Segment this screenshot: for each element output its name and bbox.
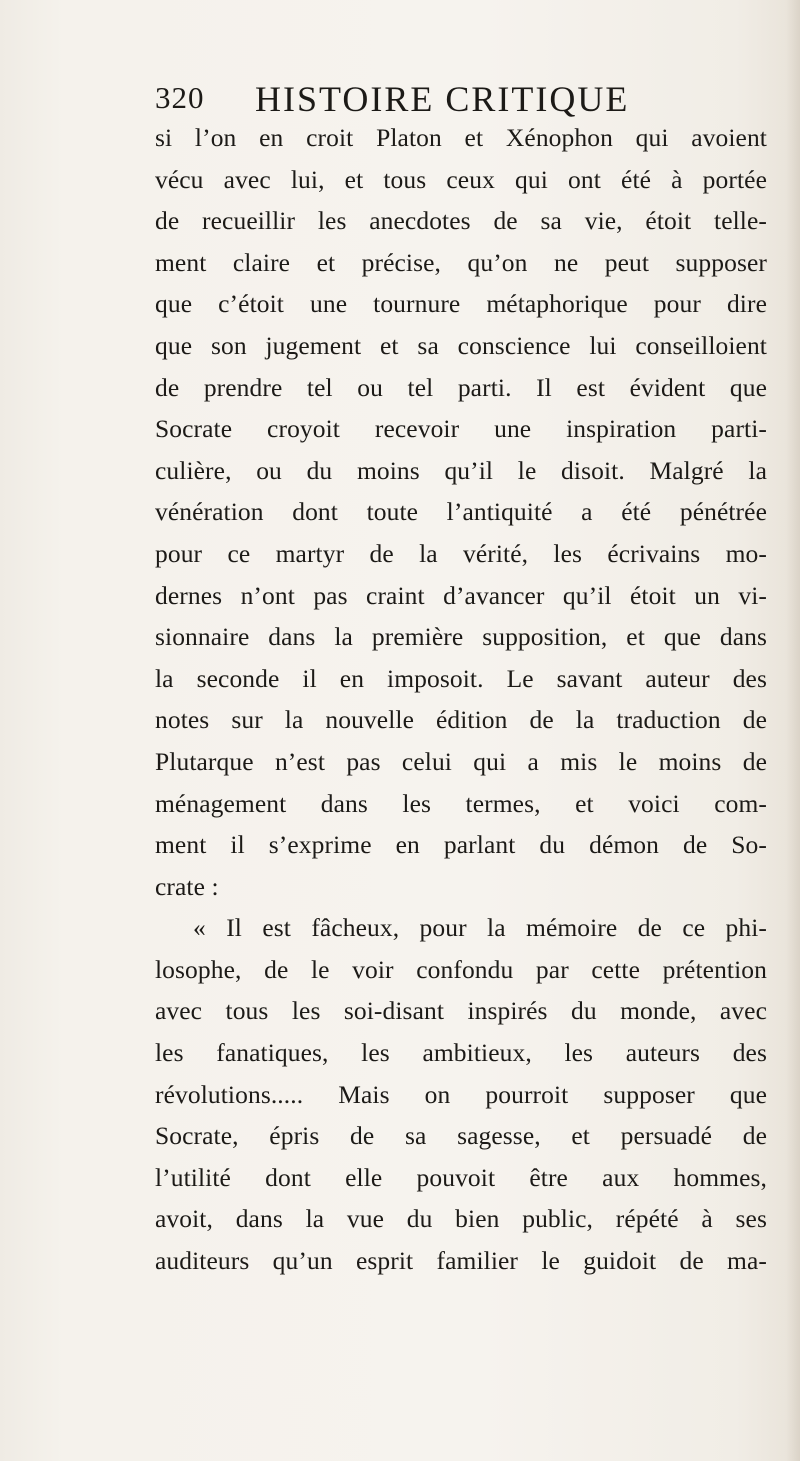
text-line: de prendre tel ou tel parti. Il est évident que bbox=[155, 372, 767, 402]
quote-line: avoit, dans la vue du bien public, répété à ses bbox=[155, 1204, 767, 1234]
text-line: dernes n’ont pas craint d’avancer qu’il étoit un vi- bbox=[155, 580, 767, 610]
text-line: que c’étoit une tournure métaphorique pour dire bbox=[155, 289, 767, 319]
text-line: la seconde il en imposoit. Le savant auteur des bbox=[155, 663, 767, 693]
text-line: si l’on en croit Platon et Xénophon qui avoient bbox=[155, 123, 767, 152]
quote-line: « Il est fâcheux, pour la mémoire de ce phi- bbox=[193, 913, 767, 943]
running-title: HISTOIRE CRITIQUE bbox=[255, 79, 630, 119]
page-number: 320 bbox=[155, 80, 205, 115]
quote-line: auditeurs qu’un esprit familier le guidoit de ma- bbox=[155, 1246, 767, 1276]
text-line: crate : bbox=[155, 871, 219, 901]
page-edge-shadow bbox=[786, 0, 800, 1461]
quote-line: avec tous les soi-disant inspirés du monde, avec bbox=[155, 996, 767, 1026]
page-header bbox=[155, 78, 675, 122]
text-line: de recueillir les anecdotes de sa vie, étoit telle- bbox=[155, 206, 767, 236]
text-line: ménagement dans les termes, et voici com- bbox=[155, 788, 767, 818]
quote-line: losophe, de le voir confondu par cette prétention bbox=[155, 954, 767, 984]
text-line: notes sur la nouvelle édition de la traduction de bbox=[155, 705, 767, 735]
quote-line: révolutions..... Mais on pourroit supposer que bbox=[155, 1079, 767, 1109]
text-line: sionnaire dans la première supposition, et que dans bbox=[155, 622, 767, 652]
text-line: vécu avec lui, et tous ceux qui ont été à portée bbox=[155, 164, 767, 194]
text-line: culière, ou du moins qu’il le disoit. Malgré la bbox=[155, 455, 767, 485]
text-line: ment claire et précise, qu’on ne peut supposer bbox=[155, 247, 767, 277]
text-line: Plutarque n’est pas celui qui a mis le moins de bbox=[155, 746, 767, 776]
body-text bbox=[155, 117, 767, 1282]
text-line: vénération dont toute l’antiquité a été pénétrée bbox=[155, 497, 767, 527]
text-line: Socrate croyoit recevoir une inspiration parti- bbox=[155, 414, 767, 444]
quote-line: les fanatiques, les ambitieux, les auteurs des bbox=[155, 1038, 767, 1068]
quote-line: Socrate, épris de sa sagesse, et persuadé de bbox=[155, 1121, 767, 1151]
text-line: ment il s’exprime en parlant du démon de So- bbox=[155, 830, 767, 860]
text-line: que son jugement et sa conscience lui conseilloient bbox=[155, 330, 767, 360]
quote-line: l’utilité dont elle pouvoit être aux hommes, bbox=[155, 1162, 767, 1192]
text-line: pour ce martyr de la vérité, les écrivains mo- bbox=[155, 538, 767, 568]
